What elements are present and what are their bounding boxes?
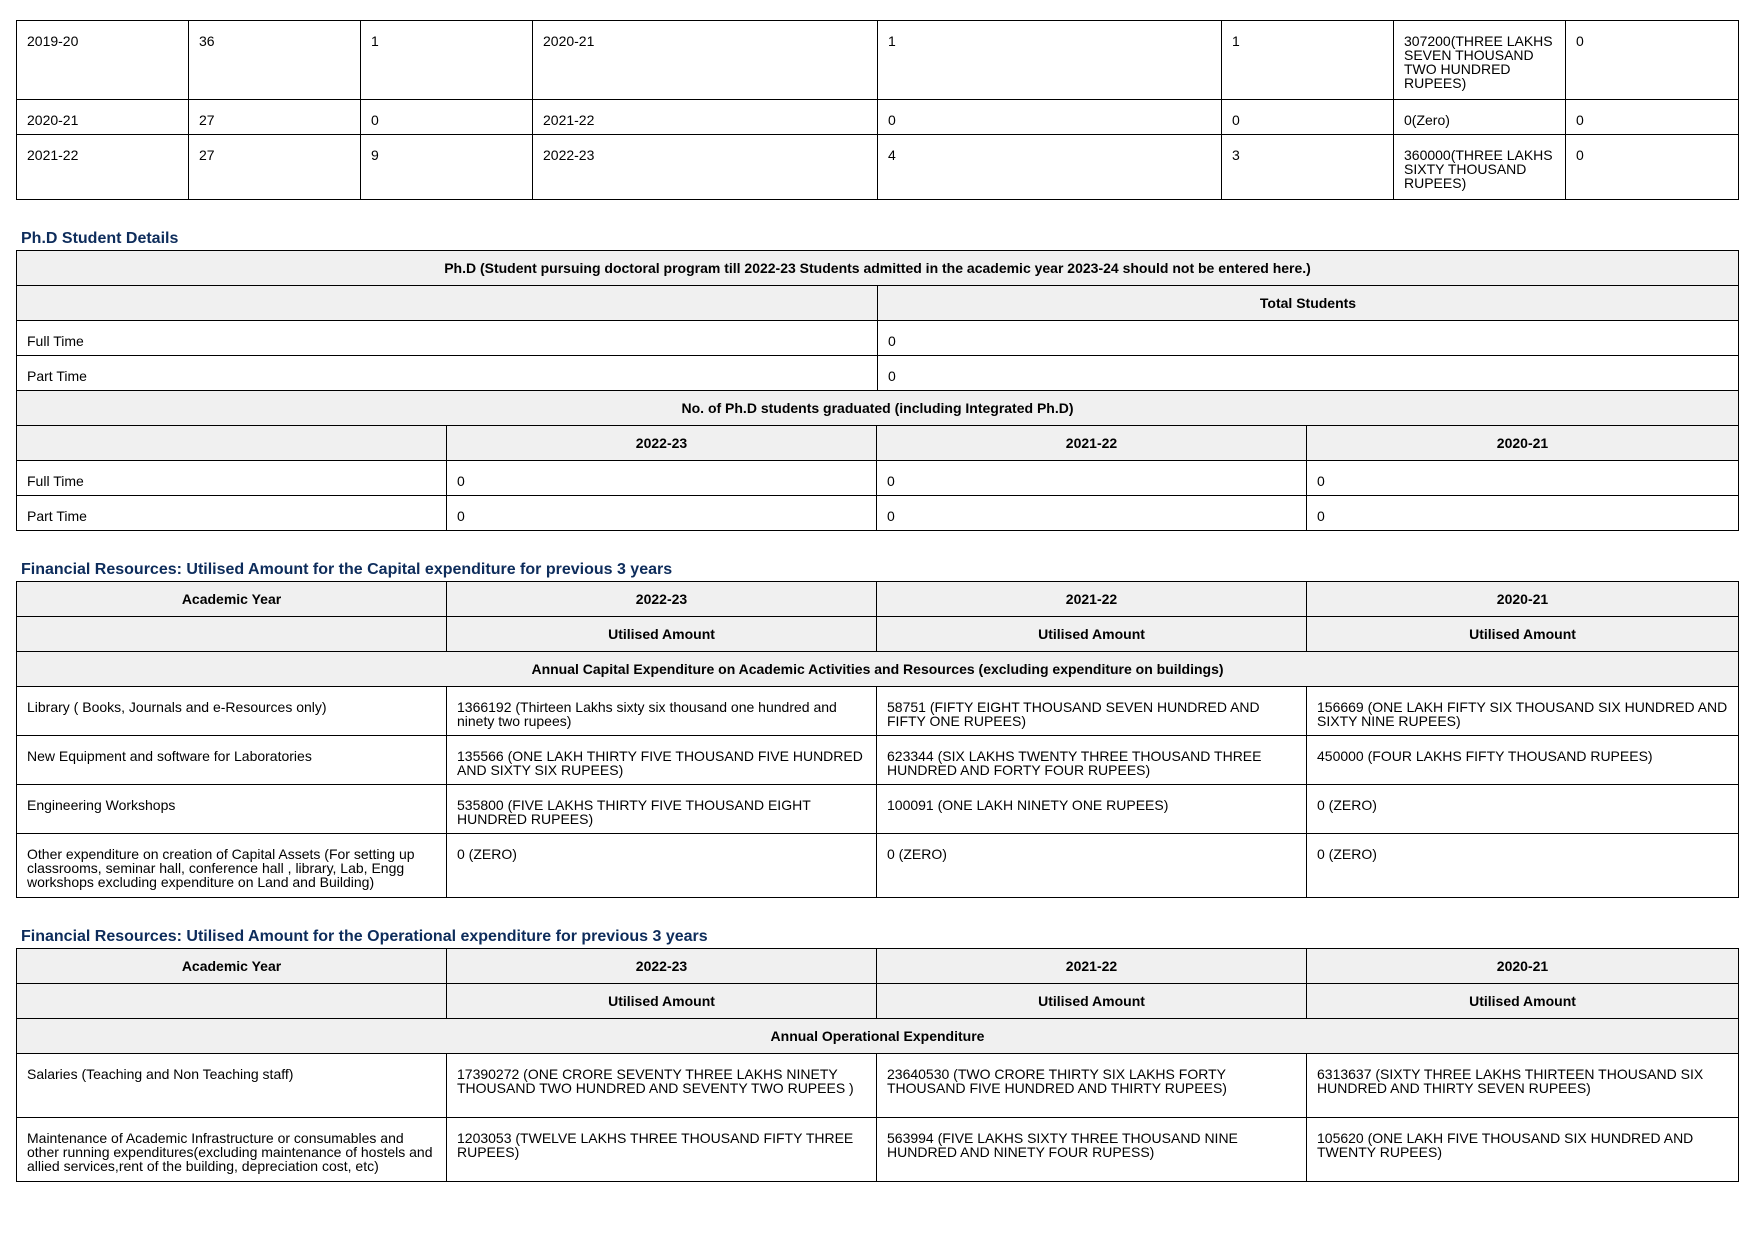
phd-graduated-table — [16, 390, 1739, 531]
table-cell: 2020-21 — [533, 21, 878, 100]
table-row — [17, 21, 1739, 100]
table-cell: 0 — [447, 496, 877, 531]
row-label: Part Time — [17, 356, 878, 391]
table-cell: 1366192 (Thirteen Lakhs sixty six thousand one hundred and ninety two rupees) — [447, 687, 877, 736]
table-cell: 1 — [1222, 21, 1394, 100]
year-header: 2021-22 — [877, 426, 1307, 461]
table-cell: 9 — [361, 135, 533, 200]
table-cell: 0 (ZERO) — [877, 834, 1307, 898]
table-cell: 1 — [878, 21, 1222, 100]
section-title-phd: Ph.D Student Details — [21, 230, 179, 247]
table-cell: 0 — [878, 321, 1739, 356]
table-cell: 156669 (ONE LAKH FIFTY SIX THOUSAND SIX HUNDRED AND SIXTY NINE RUPEES) — [1307, 687, 1739, 736]
table-cell: 0 — [1566, 100, 1739, 135]
year-header: 2022-23 — [447, 949, 877, 984]
table-cell: 2021-22 — [17, 135, 189, 200]
year-header: 2022-23 — [447, 582, 877, 617]
table-cell: 1 — [361, 21, 533, 100]
table-row — [17, 461, 1739, 496]
table-cell: 105620 (ONE LAKH FIVE THOUSAND SIX HUNDRED AND TWENTY RUPEES) — [1307, 1118, 1739, 1182]
table-row — [17, 135, 1739, 200]
table-header-row — [17, 391, 1739, 426]
table-cell: 450000 (FOUR LAKHS FIFTY THOUSAND RUPEES) — [1307, 736, 1739, 785]
table-cell: 563994 (FIVE LAKHS SIXTY THREE THOUSAND NINE HUNDRED AND NINETY FOUR RUPESS) — [877, 1118, 1307, 1182]
table-cell: 0(Zero) — [1394, 100, 1566, 135]
table-cell: 623344 (SIX LAKHS TWENTY THREE THOUSAND THREE HUNDRED AND FORTY FOUR RUPEES) — [877, 736, 1307, 785]
table-cell: 0 — [878, 100, 1222, 135]
section-title-operational: Financial Resources: Utilised Amount for the Operational expenditure for previous 3 years — [21, 928, 708, 945]
table-header-row — [17, 286, 1739, 321]
capital-sub-header: Annual Capital Expenditure on Academic Activities and Resources (excluding expenditure on buildings) — [17, 652, 1739, 687]
table-row — [17, 100, 1739, 135]
table-header-row — [17, 426, 1739, 461]
section-title-capital: Financial Resources: Utilised Amount for the Capital expenditure for previous 3 years — [21, 561, 673, 578]
row-label: Part Time — [17, 496, 447, 531]
table-cell: 0 (ZERO) — [447, 834, 877, 898]
empty-header-cell — [17, 617, 447, 652]
placement-table — [16, 20, 1739, 200]
table-cell: 23640530 (TWO CRORE THIRTY SIX LAKHS FORTY THOUSAND FIVE HUNDRED AND THIRTY RUPEES) — [877, 1054, 1307, 1118]
table-cell: 0 — [361, 100, 533, 135]
table-row — [17, 321, 1739, 356]
table-cell: 27 — [189, 100, 361, 135]
phd-pursuing-table — [16, 250, 1739, 391]
table-cell: 2019-20 — [17, 21, 189, 100]
table-cell: 2021-22 — [533, 100, 878, 135]
academic-year-header: Academic Year — [17, 949, 447, 984]
table-cell: 2020-21 — [17, 100, 189, 135]
phd-graduated-header: No. of Ph.D students graduated (including Integrated Ph.D) — [17, 391, 1739, 426]
table-cell: 1203053 (TWELVE LAKHS THREE THOUSAND FIFTY THREE RUPEES) — [447, 1118, 877, 1182]
utilised-amount-header: Utilised Amount — [877, 984, 1307, 1019]
row-label: Maintenance of Academic Infrastructure or consumables and other running expenditures(excluding maintenance of hostels and allied services,rent of the building, depreciation cost, etc) — [17, 1118, 447, 1182]
utilised-amount-header: Utilised Amount — [1307, 984, 1739, 1019]
table-cell: 135566 (ONE LAKH THIRTY FIVE THOUSAND FIVE HUNDRED AND SIXTY SIX RUPEES) — [447, 736, 877, 785]
table-row — [17, 687, 1739, 736]
table-cell: 36 — [189, 21, 361, 100]
table-cell: 0 — [1566, 135, 1739, 200]
table-cell: 0 — [1307, 496, 1739, 531]
table-cell: 0 — [1222, 100, 1394, 135]
utilised-amount-header: Utilised Amount — [1307, 617, 1739, 652]
table-header-row — [17, 949, 1739, 984]
table-header-row — [17, 582, 1739, 617]
table-cell: 6313637 (SIXTY THREE LAKHS THIRTEEN THOUSAND SIX HUNDRED AND THIRTY SEVEN RUPEES) — [1307, 1054, 1739, 1118]
empty-header-cell — [17, 426, 447, 461]
table-cell: 100091 (ONE LAKH NINETY ONE RUPEES) — [877, 785, 1307, 834]
table-cell: 0 — [877, 461, 1307, 496]
row-label: New Equipment and software for Laboratories — [17, 736, 447, 785]
table-cell: 0 — [877, 496, 1307, 531]
year-header: 2021-22 — [877, 949, 1307, 984]
table-cell: 0 (ZERO) — [1307, 834, 1739, 898]
table-header-row — [17, 984, 1739, 1019]
table-cell: 4 — [878, 135, 1222, 200]
table-cell: 0 — [447, 461, 877, 496]
table-row — [17, 1054, 1739, 1118]
year-header: 2020-21 — [1307, 426, 1739, 461]
table-header-row — [17, 617, 1739, 652]
year-header: 2020-21 — [1307, 949, 1739, 984]
total-students-header: Total Students — [878, 286, 1739, 321]
table-header-row — [17, 1019, 1739, 1054]
document-page — [16, 20, 1738, 1182]
table-row — [17, 356, 1739, 391]
utilised-amount-header: Utilised Amount — [877, 617, 1307, 652]
row-label: Full Time — [17, 321, 878, 356]
table-cell: 0 — [878, 356, 1739, 391]
row-label: Engineering Workshops — [17, 785, 447, 834]
table-cell: 0 (ZERO) — [1307, 785, 1739, 834]
operational-expenditure-table — [16, 948, 1739, 1182]
table-row — [17, 736, 1739, 785]
table-cell: 27 — [189, 135, 361, 200]
table-cell: 2022-23 — [533, 135, 878, 200]
table-cell: 58751 (FIFTY EIGHT THOUSAND SEVEN HUNDRED AND FIFTY ONE RUPEES) — [877, 687, 1307, 736]
year-header: 2021-22 — [877, 582, 1307, 617]
year-header: 2020-21 — [1307, 582, 1739, 617]
empty-header-cell — [17, 984, 447, 1019]
table-header-row — [17, 652, 1739, 687]
table-cell: 535800 (FIVE LAKHS THIRTY FIVE THOUSAND EIGHT HUNDRED RUPEES) — [447, 785, 877, 834]
table-row — [17, 834, 1739, 898]
table-cell: 307200(THREE LAKHS SEVEN THOUSAND TWO HUNDRED RUPEES) — [1394, 21, 1566, 100]
year-header: 2022-23 — [447, 426, 877, 461]
table-row — [17, 1118, 1739, 1182]
table-cell: 0 — [1566, 21, 1739, 100]
row-label: Full Time — [17, 461, 447, 496]
table-row — [17, 496, 1739, 531]
row-label: Other expenditure on creation of Capital Assets (For setting up classrooms, seminar hall, conference hall , library, Lab, Engg workshops excluding expenditure on Land and Building) — [17, 834, 447, 898]
row-label: Salaries (Teaching and Non Teaching staff) — [17, 1054, 447, 1118]
empty-header-cell — [17, 286, 878, 321]
table-cell: 17390272 (ONE CRORE SEVENTY THREE LAKHS NINETY THOUSAND TWO HUNDRED AND SEVENTY TWO RUPEES ) — [447, 1054, 877, 1118]
table-header-row — [17, 251, 1739, 286]
utilised-amount-header: Utilised Amount — [447, 984, 877, 1019]
operational-sub-header: Annual Operational Expenditure — [17, 1019, 1739, 1054]
row-label: Library ( Books, Journals and e-Resources only) — [17, 687, 447, 736]
utilised-amount-header: Utilised Amount — [447, 617, 877, 652]
table-row — [17, 785, 1739, 834]
table-cell: 3 — [1222, 135, 1394, 200]
table-cell: 0 — [1307, 461, 1739, 496]
phd-pursuing-header: Ph.D (Student pursuing doctoral program till 2022-23 Students admitted in the academic year 2023-24 should not be entered here.) — [17, 251, 1739, 286]
table-cell: 360000(THREE LAKHS SIXTY THOUSAND RUPEES) — [1394, 135, 1566, 200]
capital-expenditure-table — [16, 581, 1739, 898]
academic-year-header: Academic Year — [17, 582, 447, 617]
